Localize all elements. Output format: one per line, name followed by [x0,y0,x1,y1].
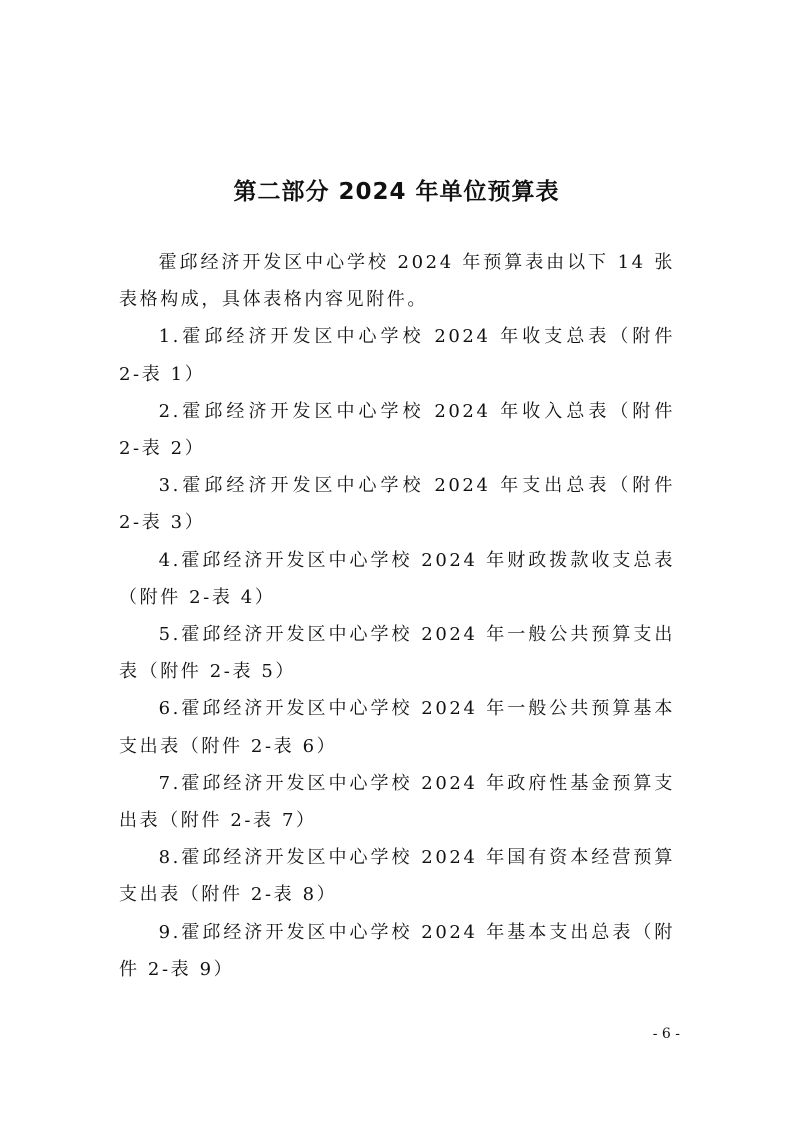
intro-paragraph: 霍邱经济开发区中心学校 2024 年预算表由以下 14 张表格构成，具体表格内容见附件。 [119,252,675,311]
page-title: 第二部分 2024 年单位预算表 [233,179,560,205]
list-item: 3.霍邱经济开发区中心学校 2024 年支出总表（附件 2-表 3） [119,475,675,534]
list-item: 7.霍邱经济开发区中心学校 2024 年政府性基金预算支出表（附件 2-表 7） [119,772,675,832]
list-item: 4.霍邱经济开发区中心学校 2024 年财政拨款收支总表（附件 2-表 4） [119,549,675,608]
list-item: 1.霍邱经济开发区中心学校 2024 年收支总表（附件 2-表 1） [119,326,675,385]
list-item: 9.霍邱经济开发区中心学校 2024 年基本支出总表（附件 2-表 9） [119,921,675,980]
list-item: 8.霍邱经济开发区中心学校 2024 年国有资本经营预算支出表（附件 2-表 8） [119,847,675,906]
list-item: 2.霍邱经济开发区中心学校 2024 年收入总表（附件 2-表 2） [119,400,675,460]
list-item: 6.霍邱经济开发区中心学校 2024 年一般公共预算基本支出表（附件 2-表 6） [119,698,675,757]
list-item: 5.霍邱经济开发区中心学校 2024 年一般公共预算支出表（附件 2-表 5） [119,624,675,683]
page-number: - 6 - [652,1026,680,1042]
document-body [119,244,675,988]
